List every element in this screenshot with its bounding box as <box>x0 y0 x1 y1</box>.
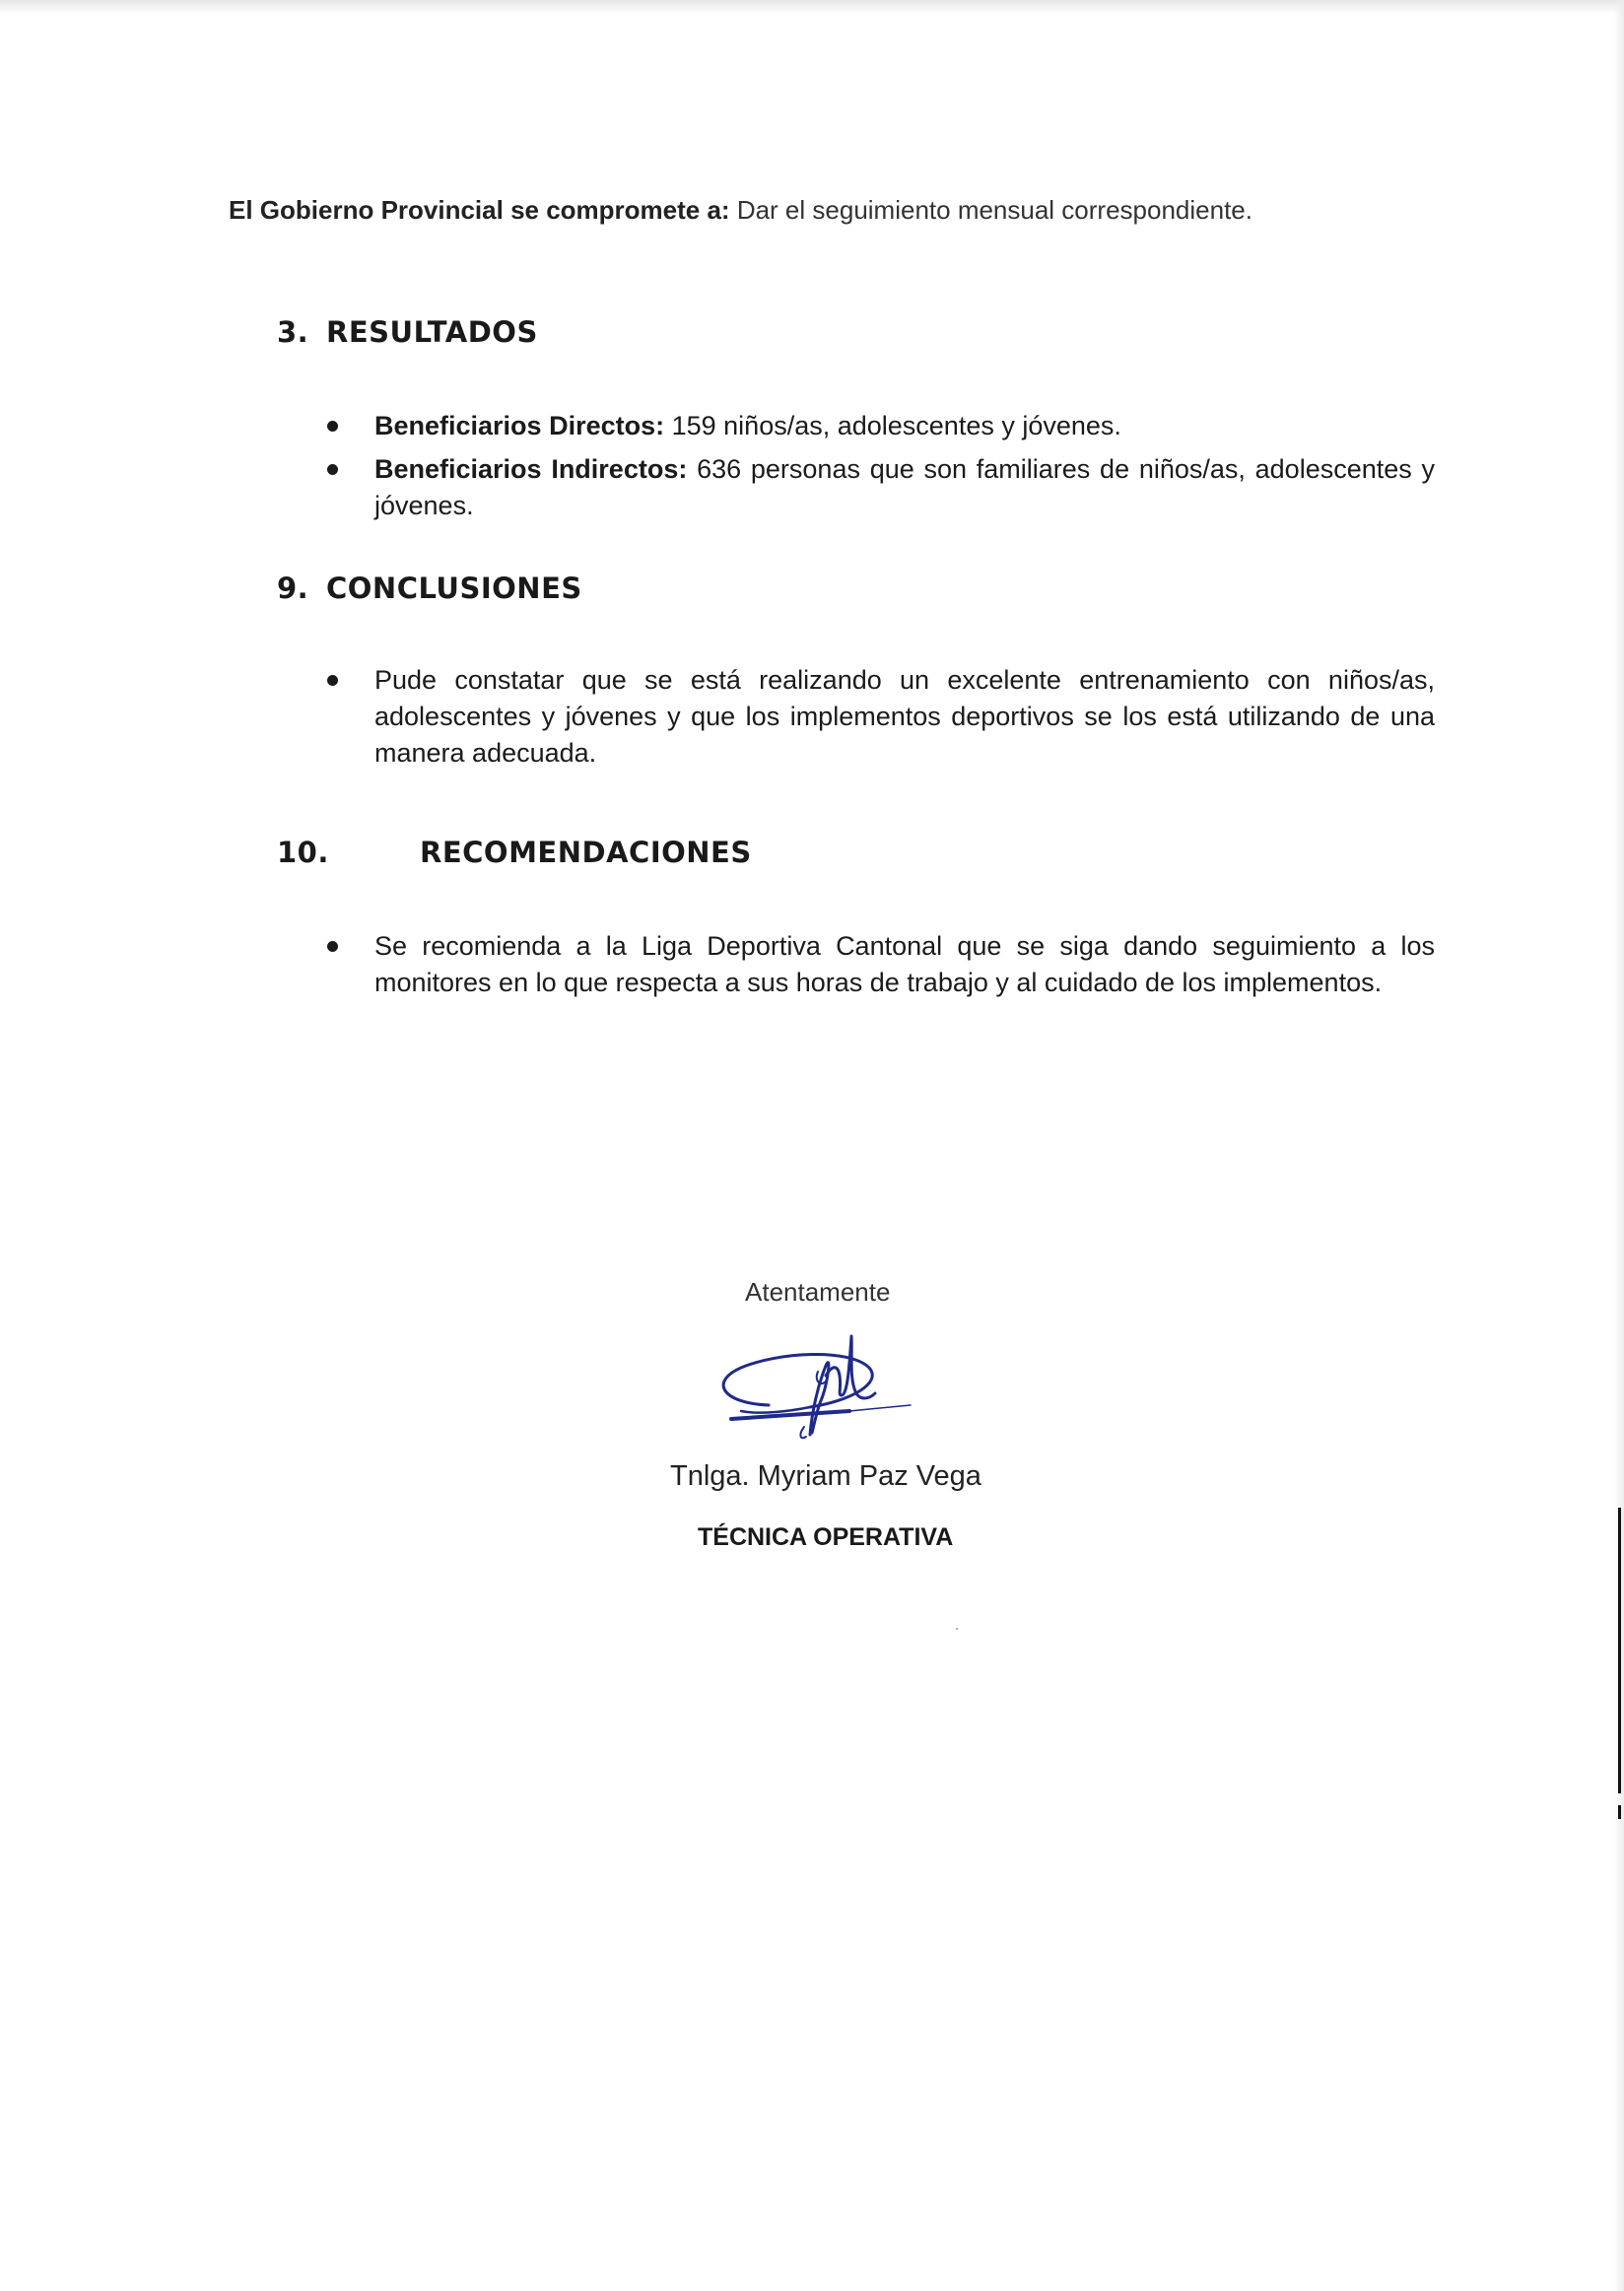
section-title: RECOMENDACIONES <box>420 836 752 869</box>
section-title: CONCLUSIONES <box>326 572 582 605</box>
item-label: Beneficiarios Indirectos: <box>374 454 688 484</box>
bullet-icon <box>327 675 338 686</box>
bullet-icon <box>327 421 338 432</box>
bullet-icon <box>327 464 338 475</box>
item-text: Se recomienda a la Liga Deportiva Cantonal que se siga dando seguimiento a los monitores en lo que respecta a sus horas de trabajo y al cuidado de los implementos. <box>374 931 1435 997</box>
item-text: 636 personas que son familiares de niños/as, adolescentes y jóvenes. <box>374 454 1436 520</box>
section-number: 10. <box>277 836 329 869</box>
conclusiones-list <box>327 662 1435 772</box>
commitment-label: El Gobierno Provincial se compromete a: <box>229 195 730 225</box>
handwritten-signature <box>702 1316 938 1464</box>
section-title: RESULTADOS <box>326 315 538 349</box>
item-label: Beneficiarios Directos: <box>374 411 665 440</box>
section-number: 9. <box>277 572 309 605</box>
section-number: 3. <box>277 315 309 349</box>
list-item <box>327 928 1435 1001</box>
signer-name: Tnlga. Myriam Paz Vega <box>670 1460 981 1492</box>
list-item <box>327 451 1435 524</box>
scan-edge-mark-small <box>1618 1805 1621 1819</box>
commitment-line <box>229 193 1470 227</box>
item-text: 159 niños/as, adolescentes y jóvenes. <box>664 411 1121 440</box>
resultados-list <box>327 408 1435 524</box>
item-text: Pude constatar que se está realizando un excelente entrenamiento con niños/as, adolescentes y jóvenes y que los implementos deportivos se los está utilizando de una manera adecuada. <box>374 665 1435 768</box>
scan-edge-mark <box>1618 1508 1621 1793</box>
bullet-icon <box>327 941 338 952</box>
section-recomendaciones-heading <box>277 836 752 869</box>
section-resultados-heading <box>277 315 538 349</box>
list-item <box>327 408 1435 444</box>
commitment-text: Dar el seguimiento mensual correspondiente. <box>729 195 1252 225</box>
scan-shadow-right <box>1614 0 1624 2291</box>
list-item <box>327 662 1435 772</box>
scan-shadow-top <box>0 0 1624 14</box>
closing-salutation: Atentamente <box>745 1277 891 1307</box>
recomendaciones-list <box>327 928 1435 1001</box>
section-conclusiones-heading <box>277 572 582 605</box>
signer-role: TÉCNICA OPERATIVA <box>698 1523 954 1551</box>
scan-speck <box>956 1628 958 1630</box>
